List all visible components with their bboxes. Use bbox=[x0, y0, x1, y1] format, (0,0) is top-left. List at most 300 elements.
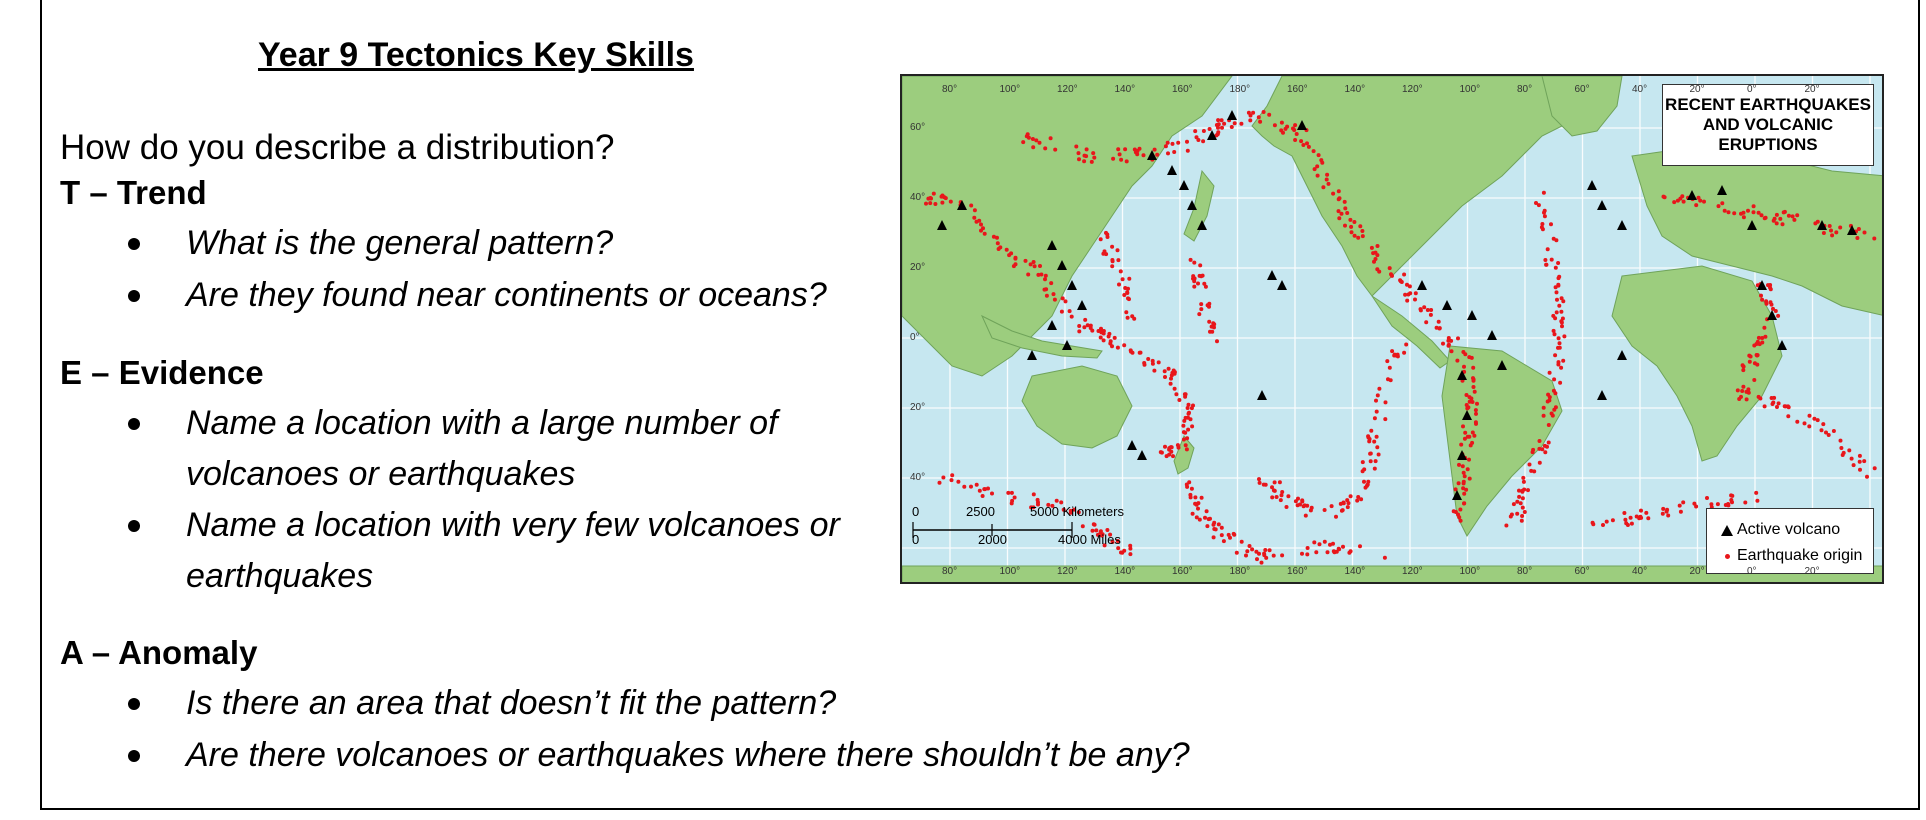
earthquake-dot bbox=[1196, 501, 1200, 505]
earthquake-dot bbox=[940, 201, 944, 205]
earthquake-dot bbox=[1540, 225, 1544, 229]
legend-earthquake-label: Earthquake origin bbox=[1737, 547, 1863, 564]
earthquake-dot bbox=[933, 202, 937, 206]
earthquake-dot bbox=[1560, 321, 1564, 325]
earthquake-dot bbox=[1405, 283, 1409, 287]
earthquake-dot bbox=[940, 195, 944, 199]
earthquake-dot bbox=[1542, 406, 1546, 410]
land-asia bbox=[902, 76, 1232, 376]
earthquake-dot bbox=[1676, 199, 1680, 203]
earthquake-dot bbox=[1373, 416, 1377, 420]
earthquake-dot bbox=[1130, 314, 1134, 318]
earthquake-dot bbox=[1036, 273, 1040, 277]
earthquake-dot bbox=[941, 476, 945, 480]
earthquake-dot bbox=[1466, 405, 1470, 409]
earthquake-dot bbox=[1190, 406, 1194, 410]
earthquake-dot bbox=[1528, 463, 1532, 467]
earthquake-dot bbox=[1537, 447, 1541, 451]
latitude-label: 0° bbox=[910, 332, 920, 343]
earthquake-dot bbox=[1116, 248, 1120, 252]
earthquake-dot bbox=[1258, 120, 1262, 124]
earthquake-dot bbox=[1347, 551, 1351, 555]
earthquake-dot bbox=[1220, 118, 1224, 122]
earthquake-dot bbox=[1127, 297, 1131, 301]
earthquake-dot bbox=[1702, 200, 1706, 204]
earthquake-dot bbox=[1552, 377, 1556, 381]
earthquake-dot bbox=[1125, 291, 1129, 295]
earthquake-dot bbox=[1591, 522, 1595, 526]
earthquake-dot bbox=[1163, 369, 1167, 373]
volcano-triangle bbox=[1277, 280, 1287, 290]
earthquake-dot bbox=[1278, 480, 1282, 484]
earthquake-dot bbox=[1375, 267, 1379, 271]
earthquake-dot bbox=[1285, 505, 1289, 509]
earthquake-dot bbox=[1680, 194, 1684, 198]
earthquake-dot bbox=[1553, 332, 1557, 336]
earthquake-dot bbox=[1830, 233, 1834, 237]
earthquake-dot bbox=[1546, 247, 1550, 251]
earthquake-dot bbox=[1113, 336, 1117, 340]
earthquake-dot bbox=[1435, 326, 1439, 330]
earthquake-dot bbox=[1358, 544, 1362, 548]
world-map bbox=[900, 74, 1884, 584]
volcano-triangle bbox=[1257, 390, 1267, 400]
earthquake-dot bbox=[1049, 281, 1053, 285]
earthquake-dot bbox=[1740, 389, 1744, 393]
earthquake-dot bbox=[1299, 139, 1303, 143]
earthquake-dot bbox=[1163, 375, 1167, 379]
earthquake-dot bbox=[1337, 189, 1341, 193]
earthquake-dot bbox=[1456, 336, 1460, 340]
earthquake-dot bbox=[1330, 504, 1334, 508]
earthquake-dot bbox=[1189, 495, 1193, 499]
earthquake-dot bbox=[1376, 244, 1380, 248]
longitude-label: 180° bbox=[1229, 84, 1251, 95]
earthquake-dot bbox=[1103, 249, 1107, 253]
earthquake-dot bbox=[1457, 463, 1461, 467]
volcano-triangle bbox=[1127, 440, 1137, 450]
earthquake-dot bbox=[1352, 220, 1356, 224]
earthquake-dot bbox=[1331, 542, 1335, 546]
earthquake-dot bbox=[1239, 122, 1243, 126]
longitude-label: 60° bbox=[1574, 566, 1590, 577]
earthquake-dot bbox=[1316, 174, 1320, 178]
earthquake-dot bbox=[1254, 550, 1258, 554]
earthquake-dot bbox=[1557, 360, 1561, 364]
earthquake-dot bbox=[1745, 390, 1749, 394]
earthquake-dot bbox=[1858, 468, 1862, 472]
bullet-anomaly-1: Is there an area that doesn’t fit the pattern? bbox=[186, 678, 1386, 729]
earthquake-dot bbox=[1082, 159, 1086, 163]
earthquake-dot bbox=[996, 241, 1000, 245]
earthquake-dot bbox=[1036, 498, 1040, 502]
earthquake-dot bbox=[1782, 210, 1786, 214]
latitude-label: 40° bbox=[910, 192, 926, 203]
earthquake-dot bbox=[975, 483, 979, 487]
earthquake-dot bbox=[982, 487, 986, 491]
earthquake-dot bbox=[1383, 556, 1387, 560]
earthquake-dot bbox=[1605, 520, 1609, 524]
longitude-label: 20° bbox=[1804, 566, 1820, 577]
earthquake-dot bbox=[1169, 377, 1173, 381]
earthquake-dot bbox=[1422, 305, 1426, 309]
legend-row-volcano bbox=[1717, 517, 1873, 543]
earthquake-dot bbox=[1135, 152, 1139, 156]
earthquake-dot bbox=[1560, 296, 1564, 300]
earthquake-dot bbox=[1727, 210, 1731, 214]
earthquake-dot bbox=[1512, 502, 1516, 506]
earthquake-dot bbox=[1174, 392, 1178, 396]
earthquake-dot bbox=[1089, 326, 1093, 330]
earthquake-dot bbox=[1376, 393, 1380, 397]
earthquake-dot bbox=[1077, 324, 1081, 328]
volcano-triangle bbox=[1167, 165, 1177, 175]
earthquake-dot bbox=[1176, 443, 1180, 447]
longitude-label: 0° bbox=[1747, 84, 1757, 95]
earthquake-dot bbox=[1334, 515, 1338, 519]
earthquake-dot bbox=[1623, 518, 1627, 522]
earthquake-dot bbox=[1646, 516, 1650, 520]
earthquake-dot bbox=[1258, 481, 1262, 485]
earthquake-dot bbox=[1515, 500, 1519, 504]
earthquake-dot bbox=[1367, 439, 1371, 443]
earthquake-dot bbox=[1159, 450, 1163, 454]
earthquake-dot bbox=[1447, 343, 1451, 347]
longitude-label: 140° bbox=[1344, 84, 1366, 95]
longitude-label: 80° bbox=[942, 84, 958, 95]
earthquake-dot bbox=[1106, 235, 1110, 239]
earthquake-dot bbox=[1190, 424, 1194, 428]
earthquake-dot bbox=[1043, 277, 1047, 281]
earthquake-dot bbox=[1858, 460, 1862, 464]
earthquake-dot bbox=[1227, 533, 1231, 537]
earthquake-dot bbox=[1193, 129, 1197, 133]
earthquake-dot bbox=[1045, 294, 1049, 298]
earthquake-dot bbox=[1230, 125, 1234, 129]
earthquake-dot bbox=[1375, 435, 1379, 439]
earthquake-dot bbox=[1461, 486, 1465, 490]
earthquake-dot bbox=[1167, 367, 1171, 371]
earthquake-dot bbox=[1452, 509, 1456, 513]
earthquake-dot bbox=[1111, 157, 1115, 161]
earthquake-dot bbox=[1741, 385, 1745, 389]
earthquake-dot bbox=[1752, 210, 1756, 214]
volcano-triangle bbox=[1617, 220, 1627, 230]
earthquake-dot bbox=[1326, 550, 1330, 554]
earthquake-dot bbox=[1419, 308, 1423, 312]
earthquake-dot bbox=[1705, 496, 1709, 500]
earthquake-dot bbox=[1682, 200, 1686, 204]
earthquake-dot bbox=[1248, 118, 1252, 122]
earthquake-dot bbox=[1123, 147, 1127, 151]
earthquake-dot bbox=[1053, 298, 1057, 302]
volcano-triangle bbox=[1597, 390, 1607, 400]
earthquake-dot bbox=[1190, 487, 1194, 491]
earthquake-dot bbox=[1555, 298, 1559, 302]
longitude-label: 120° bbox=[1402, 84, 1423, 95]
earthquake-dot bbox=[1639, 509, 1643, 513]
earthquake-dot bbox=[1557, 336, 1561, 340]
longitude-label: 80° bbox=[1517, 84, 1533, 95]
earthquake-dot bbox=[1349, 494, 1353, 498]
earthquake-dot bbox=[1220, 526, 1224, 530]
earthquake-dot bbox=[990, 492, 994, 496]
earthquake-dot bbox=[1343, 200, 1347, 204]
earthquake-dot bbox=[1813, 221, 1817, 225]
earthquake-dot bbox=[1384, 400, 1388, 404]
earthquake-dot bbox=[1390, 274, 1394, 278]
earthquake-dot bbox=[1362, 480, 1366, 484]
longitude-label: 120° bbox=[1057, 84, 1078, 95]
earthquake-dot bbox=[1212, 535, 1216, 539]
earthquake-dot bbox=[1284, 127, 1288, 131]
longitude-label: 20° bbox=[1689, 566, 1705, 577]
earthquake-dot bbox=[1337, 197, 1341, 201]
earthquake-dot bbox=[1331, 192, 1335, 196]
earthquake-dot bbox=[1472, 385, 1476, 389]
earthquake-dot bbox=[1220, 533, 1224, 537]
earthquake-dot bbox=[1515, 512, 1519, 516]
earthquake-dot bbox=[1554, 238, 1558, 242]
earthquake-dot bbox=[1777, 401, 1781, 405]
earthquake-dot bbox=[1369, 459, 1373, 463]
earthquake-dot bbox=[1353, 234, 1357, 238]
earthquake-dot bbox=[986, 487, 990, 491]
earthquake-dot bbox=[1192, 285, 1196, 289]
earthquake-dot bbox=[1205, 509, 1209, 513]
earthquake-dot bbox=[1091, 151, 1095, 155]
earthquake-dot bbox=[978, 489, 982, 493]
earthquake-dot bbox=[1038, 264, 1042, 268]
earthquake-dot bbox=[1260, 561, 1264, 565]
longitude-label: 120° bbox=[1057, 566, 1078, 577]
earthquake-dot bbox=[1341, 545, 1345, 549]
earthquake-dot bbox=[1133, 148, 1137, 152]
earthquake-dot bbox=[1462, 492, 1466, 496]
earthquake-dot bbox=[1807, 424, 1811, 428]
earthquake-dot bbox=[1520, 490, 1524, 494]
earthquake-dot bbox=[1038, 141, 1042, 145]
earthquake-dot bbox=[1752, 344, 1756, 348]
earthquake-dot bbox=[1554, 266, 1558, 270]
earthquake-dot bbox=[1758, 397, 1762, 401]
earthquake-dot bbox=[1055, 499, 1059, 503]
earthquake-dot bbox=[1264, 556, 1268, 560]
earthquake-dot bbox=[1375, 253, 1379, 257]
scale-mi-4000: 4000 Miles bbox=[1058, 532, 1121, 547]
earthquake-dot bbox=[1361, 460, 1365, 464]
page-title: Year 9 Tectonics Key Skills bbox=[258, 36, 694, 74]
bullet-evidence-1: Name a location with a large number of volcanoes or earthquakes bbox=[186, 398, 886, 500]
earthquake-dot bbox=[1323, 540, 1327, 544]
earthquake-dot bbox=[1666, 514, 1670, 518]
scale-km-5000: 5000 Kilometers bbox=[1030, 504, 1124, 519]
earthquake-dot bbox=[1151, 362, 1155, 366]
earthquake-dot bbox=[1044, 274, 1048, 278]
bullet-trend-1: What is the general pattern? bbox=[186, 218, 613, 269]
earthquake-dot bbox=[1296, 503, 1300, 507]
earthquake-dot bbox=[962, 485, 966, 489]
earthquake-dot bbox=[1822, 231, 1826, 235]
scale-km-0: 0 bbox=[912, 504, 920, 519]
earthquake-dot bbox=[1402, 273, 1406, 277]
earthquake-dot bbox=[1388, 266, 1392, 270]
map-title-line-2: AND VOLCANIC bbox=[1702, 115, 1834, 134]
longitude-label: 160° bbox=[1172, 84, 1193, 95]
earthquake-dot bbox=[1217, 522, 1221, 526]
earthquake-dot bbox=[1748, 360, 1752, 364]
earthquake-dot bbox=[1661, 507, 1665, 511]
longitude-label: 100° bbox=[1459, 84, 1481, 95]
earthquake-dot bbox=[1013, 257, 1017, 261]
earthquake-dot bbox=[1279, 498, 1283, 502]
longitude-label: 20° bbox=[1804, 84, 1820, 95]
earthquake-dot bbox=[1827, 433, 1831, 437]
earthquake-dot bbox=[1763, 404, 1767, 408]
longitude-label: 100° bbox=[999, 84, 1021, 95]
earthquake-dot bbox=[932, 192, 936, 196]
earthquake-dot bbox=[1250, 547, 1254, 551]
earthquake-dot bbox=[1377, 387, 1381, 391]
earthquake-dot bbox=[1191, 512, 1195, 516]
earthquake-dot bbox=[1186, 149, 1190, 153]
earthquake-dot bbox=[1235, 551, 1239, 555]
earthquake-dot bbox=[1622, 511, 1626, 515]
earthquake-dot bbox=[1562, 334, 1566, 338]
earthquake-dot bbox=[1466, 435, 1470, 439]
earthquake-dot bbox=[1202, 282, 1206, 286]
earthquake-dot bbox=[1172, 150, 1176, 154]
earthquake-dot bbox=[979, 229, 983, 233]
earthquake-dot bbox=[1201, 139, 1205, 143]
earthquake-dot bbox=[1361, 234, 1365, 238]
longitude-label: 40° bbox=[1632, 566, 1648, 577]
earthquake-dot bbox=[1468, 477, 1472, 481]
earthquake-dot bbox=[1183, 395, 1187, 399]
earthquake-dot bbox=[1509, 515, 1513, 519]
longitude-label: 160° bbox=[1287, 84, 1308, 95]
earthquake-dot bbox=[1375, 445, 1379, 449]
earthquake-dot bbox=[1392, 354, 1396, 358]
earthquake-dot bbox=[1267, 113, 1271, 117]
earthquake-dot bbox=[1521, 476, 1525, 480]
earthquake-dot bbox=[1820, 428, 1824, 432]
earthquake-dot bbox=[983, 232, 987, 236]
earthquake-dot bbox=[1770, 303, 1774, 307]
earthquake-dot bbox=[992, 235, 996, 239]
earthquake-dot bbox=[1472, 434, 1476, 438]
earthquake-dot bbox=[1026, 273, 1030, 277]
latitude-label: 20° bbox=[910, 262, 926, 273]
earthquake-dot bbox=[1262, 110, 1266, 114]
longitude-label: 20° bbox=[1689, 84, 1705, 95]
earthquake-dot bbox=[1375, 410, 1379, 414]
earthquake-dot bbox=[1060, 310, 1064, 314]
earthquake-dot bbox=[1829, 229, 1833, 233]
earthquake-dot bbox=[1199, 302, 1203, 306]
earthquake-dot bbox=[1474, 420, 1478, 424]
earthquake-dot bbox=[1077, 151, 1081, 155]
earthquake-dot bbox=[1847, 448, 1851, 452]
earthquake-dot bbox=[1092, 156, 1096, 160]
earthquake-dot bbox=[1164, 144, 1168, 148]
earthquake-dot bbox=[1138, 147, 1142, 151]
earthquake-dot bbox=[1110, 264, 1114, 268]
earthquake-dot bbox=[1293, 138, 1297, 142]
earthquake-dot bbox=[1321, 185, 1325, 189]
earthquake-dot bbox=[1005, 248, 1009, 252]
earthquake-dot bbox=[1198, 274, 1202, 278]
earthquake-dot bbox=[1463, 474, 1467, 478]
earthquake-dot bbox=[1102, 332, 1106, 336]
earthquake-dot bbox=[1795, 213, 1799, 217]
earthquake-dot bbox=[1268, 548, 1272, 552]
earthquake-dot bbox=[1356, 236, 1360, 240]
earthquake-dot bbox=[1099, 327, 1103, 331]
earthquake-dot bbox=[1720, 201, 1724, 205]
earthquake-dot bbox=[1139, 351, 1143, 355]
earthquake-dot bbox=[1366, 434, 1370, 438]
earthquake-dot bbox=[1153, 148, 1157, 152]
earthquake-dot bbox=[1808, 414, 1812, 418]
earthquake-dot bbox=[1873, 466, 1877, 470]
land-north-america bbox=[1252, 76, 1592, 296]
earthquake-dot bbox=[1765, 302, 1769, 306]
earthquake-dot bbox=[1558, 341, 1562, 345]
earthquake-dot bbox=[1083, 318, 1087, 322]
earthquake-dot bbox=[1263, 548, 1267, 552]
earthquake-dot bbox=[1786, 414, 1790, 418]
earthquake-dot bbox=[1839, 446, 1843, 450]
earthquake-dot bbox=[1812, 417, 1816, 421]
earthquake-dot bbox=[1232, 533, 1236, 537]
earthquake-dot bbox=[1340, 212, 1344, 216]
earthquake-dot bbox=[1475, 402, 1479, 406]
earthquake-dot bbox=[1474, 408, 1478, 412]
earthquake-dot bbox=[1107, 332, 1111, 336]
earthquake-dot bbox=[1171, 142, 1175, 146]
earthquake-dot bbox=[1337, 547, 1341, 551]
earthquake-dot bbox=[1222, 539, 1226, 543]
earthquake-dot bbox=[1742, 215, 1746, 219]
earthquake-dot bbox=[1126, 316, 1130, 320]
earthquake-dot bbox=[949, 200, 953, 204]
longitude-label: 140° bbox=[1114, 84, 1136, 95]
earthquake-dot bbox=[1027, 136, 1031, 140]
earthquake-dot bbox=[1555, 310, 1559, 314]
earthquake-dot bbox=[1773, 217, 1777, 221]
earthquake-dot bbox=[1834, 230, 1838, 234]
earthquake-dot bbox=[1064, 299, 1068, 303]
earthquake-dot bbox=[1447, 336, 1451, 340]
land-new-zealand bbox=[1174, 436, 1194, 474]
earthquake-dot bbox=[1131, 351, 1135, 355]
bullet-trend-2: Are they found near continents or oceans? bbox=[186, 270, 827, 321]
earthquake-dot bbox=[1198, 518, 1202, 522]
earthquake-dot bbox=[1858, 454, 1862, 458]
earthquake-dot bbox=[1272, 554, 1276, 558]
earthquake-dot bbox=[928, 201, 932, 205]
earthquake-dot bbox=[1026, 132, 1030, 136]
earthquake-dot bbox=[1717, 204, 1721, 208]
earthquake-dot bbox=[1312, 149, 1316, 153]
earthquake-dot bbox=[1862, 459, 1866, 463]
earthquake-dot bbox=[1553, 353, 1557, 357]
earthquake-dot bbox=[1181, 424, 1185, 428]
earthquake-dot bbox=[1374, 459, 1378, 463]
earthquake-dot bbox=[1121, 277, 1125, 281]
earthquake-dot bbox=[1337, 216, 1341, 220]
